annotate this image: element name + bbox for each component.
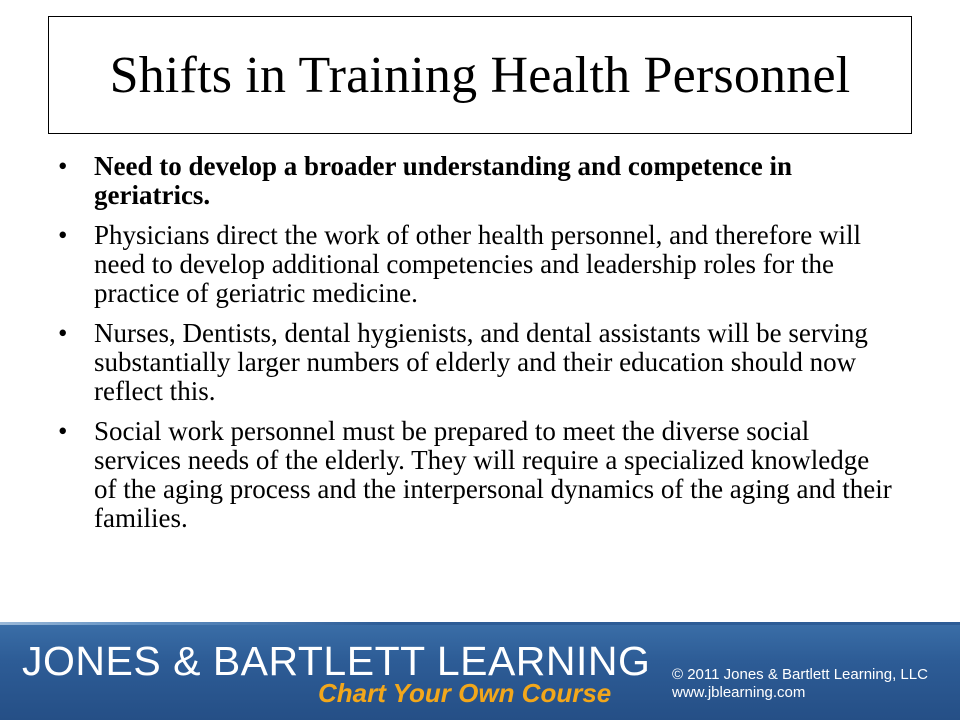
bullet-dot: • [58,318,68,348]
publisher-tagline: Chart Your Own Course [318,678,612,708]
slide-title: Shifts in Training Health Personnel [109,46,851,104]
bullet-text: Social work personnel must be prepared to meet the diverse social services needs of the elderly. They will require a specialized knowledge of the aging process and the interpersonal dynamics of the aging and their families. [94,416,892,533]
bullet-list [58,152,898,544]
copyright-notice: © 2011 Jones & Bartlett Learning, LLC [672,666,928,683]
bullet-text: Nurses, Dentists, dental hygienists, and dental assistants will be serving substantially larger numbers of elderly and their education should now reflect this. [94,318,868,406]
bullet-dot: • [58,220,68,250]
bullet-text: Physicians direct the work of other health personnel, and therefore will need to develop additional competencies and leadership roles for the practice of geriatric medicine. [94,220,862,308]
bullet-dot: • [58,416,68,446]
bullet-item [58,221,898,308]
bullet-text: Need to develop a broader understanding and competence in geriatrics. [94,151,793,210]
bullet-dot: • [58,151,68,181]
bullet-item [58,319,898,406]
bullet-item [58,152,898,210]
footer-divider [0,622,960,625]
bullet-item [58,417,898,533]
slide-title-box [48,16,912,134]
publisher-website: www.jblearning.com [672,684,806,701]
publisher-logo: JONES & BARTLETT LEARNING [22,638,651,684]
publisher-footer [0,622,960,720]
